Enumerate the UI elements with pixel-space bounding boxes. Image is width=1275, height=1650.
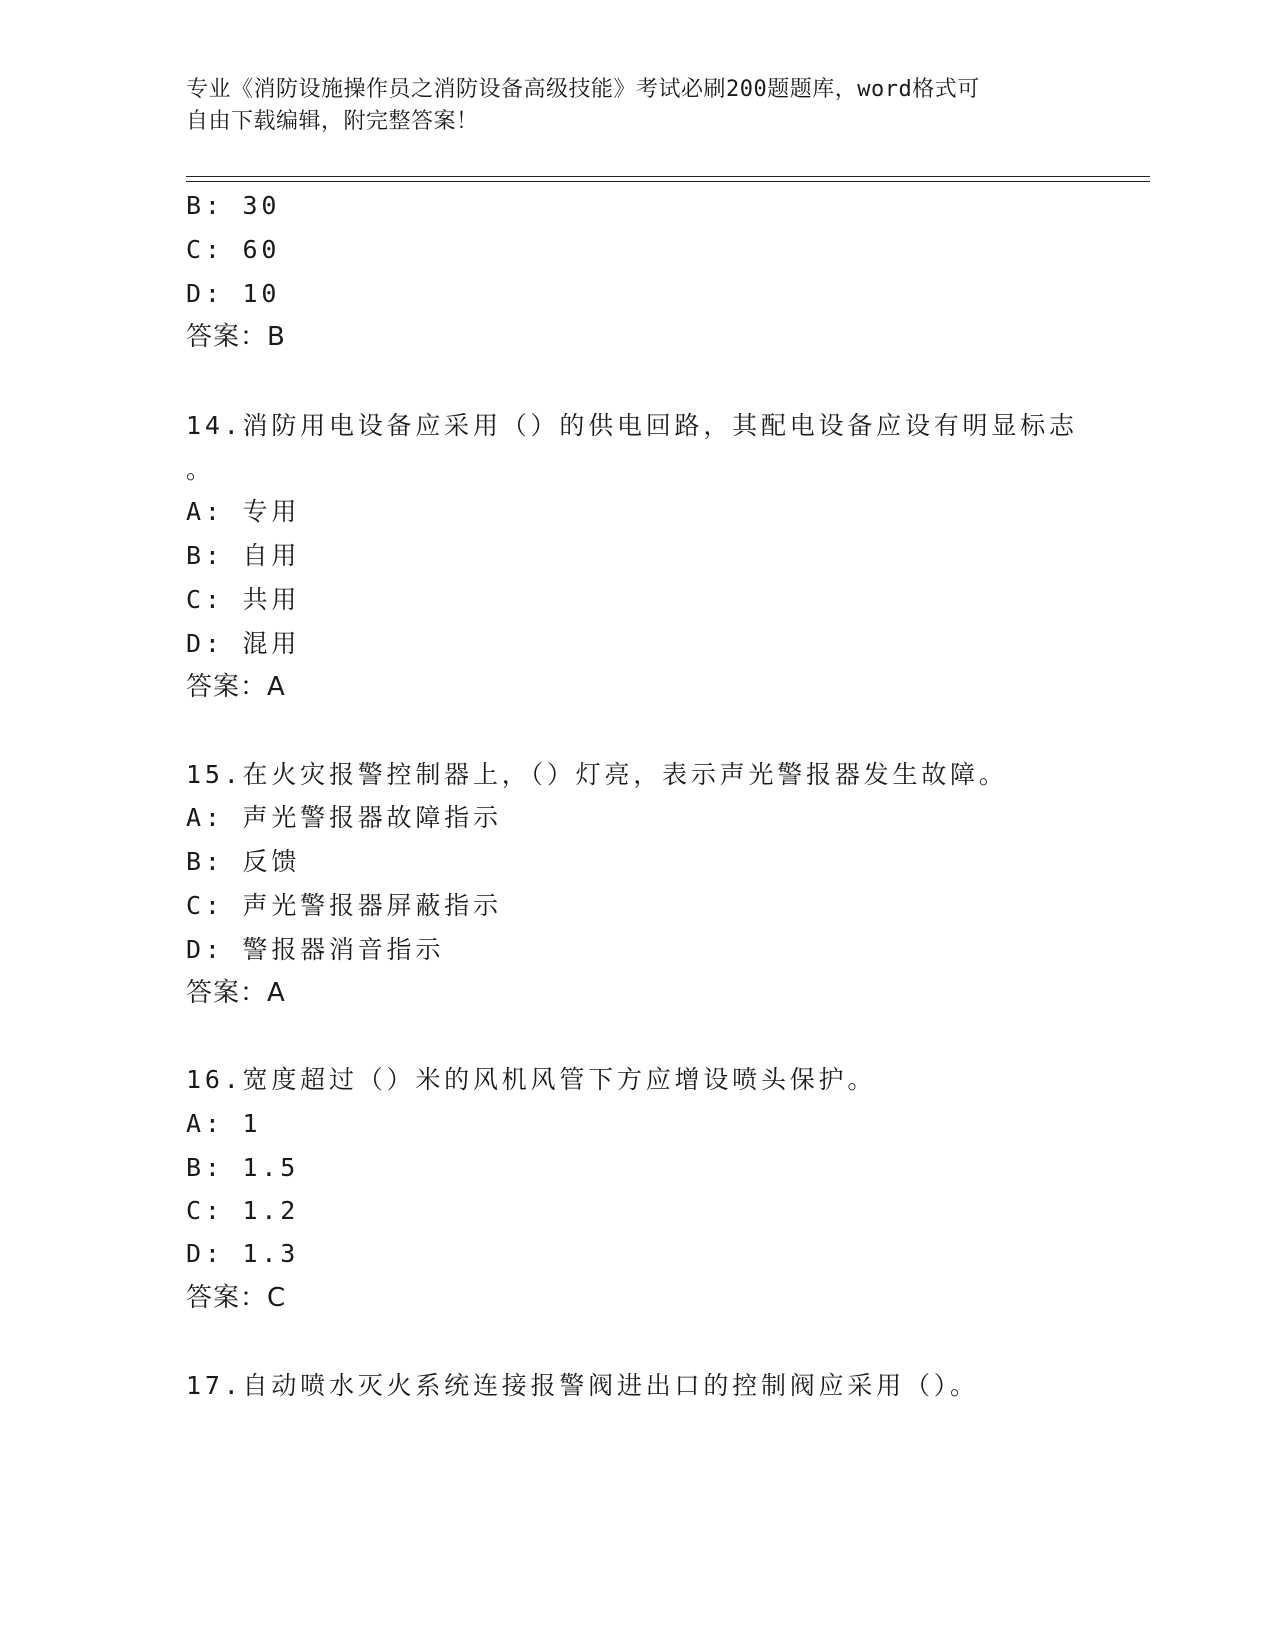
q14-stem-line-2: 。	[186, 455, 215, 484]
header-line-1: 专业《消防设施操作员之消防设备高级技能》考试必刷200题题库，word格式可	[186, 77, 980, 102]
q15-option-b: B: 反馈	[186, 847, 301, 876]
q13-option-d: D: 10	[186, 279, 281, 308]
q16-stem: 16.宽度超过（）米的风机风管下方应增设喷头保护。	[186, 1065, 877, 1094]
q16-option-c: C: 1.2	[186, 1196, 300, 1225]
q15-stem: 15.在火灾报警控制器上，（）灯亮，表示声光警报器发生故障。	[186, 760, 1008, 789]
header-divider-thin	[186, 181, 1150, 182]
q13-answer: 答案：B	[186, 322, 286, 352]
q14-option-a: A: 专用	[186, 497, 301, 526]
q16-option-b: B: 1.5	[186, 1153, 300, 1182]
q14-option-b: B: 自用	[186, 541, 301, 570]
q15-option-a: A: 声光警报器故障指示	[186, 803, 502, 832]
q14-stem-line-1: 14.消防用电设备应采用（）的供电回路，其配电设备应设有明显标志	[186, 411, 1078, 440]
q15-option-c: C: 声光警报器屏蔽指示	[186, 891, 502, 920]
header-divider-thick	[186, 176, 1150, 177]
q16-answer: 答案：C	[186, 1283, 287, 1313]
q15-option-d: D: 警报器消音指示	[186, 935, 445, 964]
q13-option-b: B: 30	[186, 191, 281, 220]
q16-option-a: A: 1	[186, 1109, 262, 1138]
header-line-2: 自由下载编辑，附完整答案！	[186, 109, 479, 134]
q14-answer: 答案：A	[186, 672, 286, 702]
document-header	[186, 74, 1066, 138]
q15-answer: 答案：A	[186, 978, 286, 1008]
q14-option-d: D: 混用	[186, 629, 301, 658]
q13-option-c: C: 60	[186, 235, 281, 264]
q17-stem: 17.自动喷水灭火系统连接报警阀进出口的控制阀应采用（）。	[186, 1371, 979, 1400]
q16-option-d: D: 1.3	[186, 1239, 300, 1268]
q14-option-c: C: 共用	[186, 585, 301, 614]
